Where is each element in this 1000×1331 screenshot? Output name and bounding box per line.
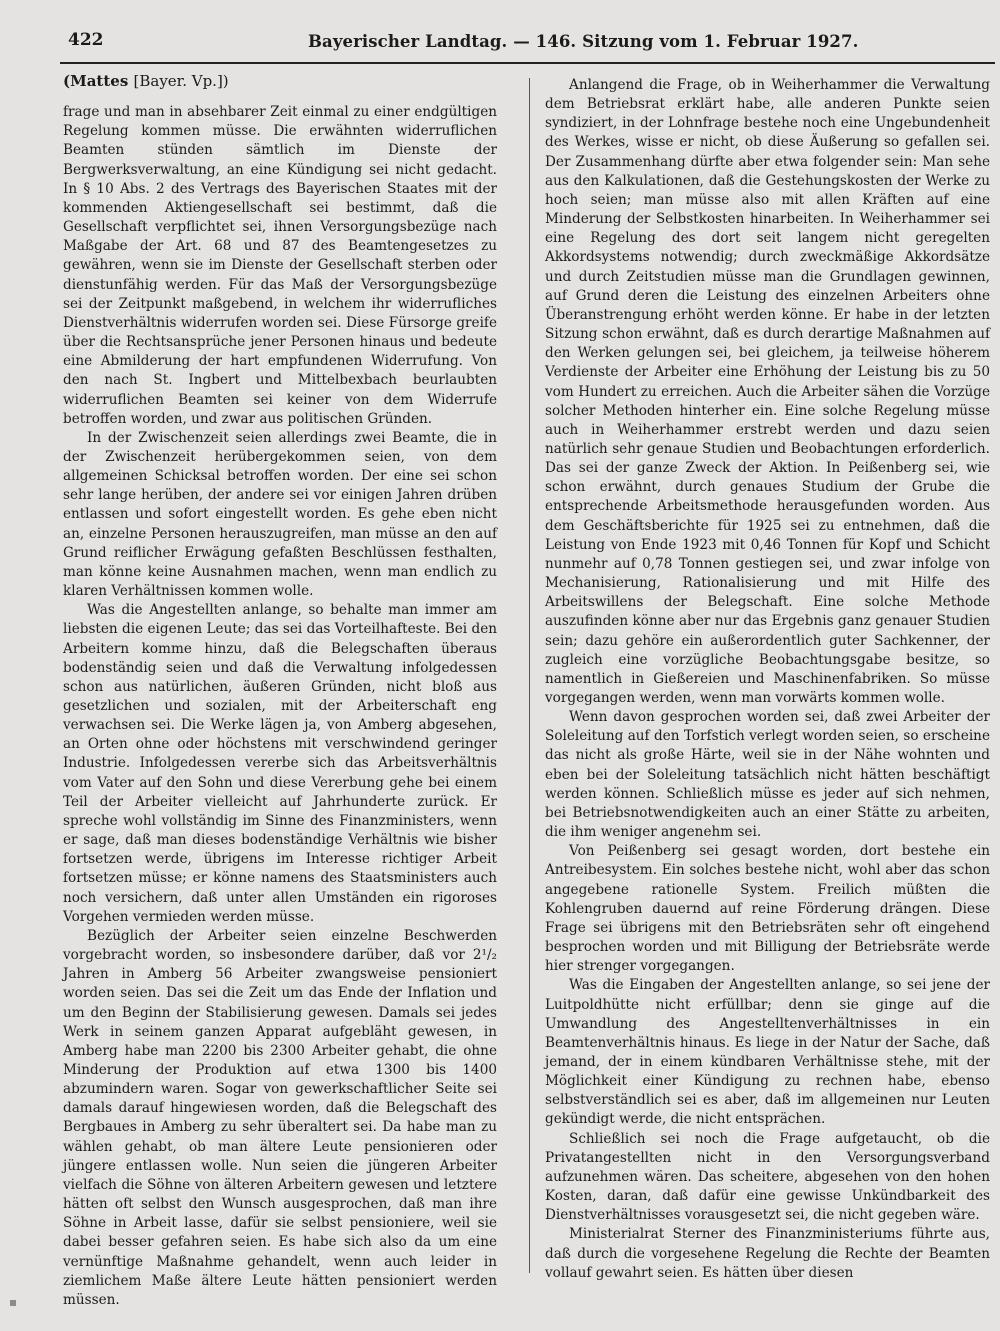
speaker-label: [63, 72, 497, 91]
speaker-party: [Bayer. Vp.]): [133, 72, 229, 90]
paragraph: Was die Eingaben der Angestellten anlange, so sei jene der Luitpoldhütte nicht erfüllbar; denn sie ginge auf die Umwandlung des Angestelltenverhältnisses in ein Beamtenverhältnis hinaus. Es liege in der Natur der Sache, daß jemand, der in einem kündbaren Verhältnisse stehe, mit der Möglichkeit einer Kündigung zu rechnen habe, ebenso selbstverständlich sei es aber, daß im allgemeinen nur Leuten gekündigt werde, die nicht entsprächen.: [545, 977, 990, 1128]
speaker-name: (Mattes: [63, 72, 129, 90]
paragraph: frage und man in absehbarer Zeit einmal zu einer endgültigen Regelung kommen müsse. Die erwähnten widerruflichen Beamten stünden sämtlich im Dienste der Bergwerksverwaltung, an eine Kündigung sei nicht gedacht. In § 10 Abs. 2 des Vertrags des Bayerischen Staates mit der kommenden Aktiengesellschaft sei bestimmt, daß die Gesellschaft verpflichtet sei, ihnen Versorgungsbezüge nach Maßgabe der Art. 68 und 87 des Beamtengesetzes zu gewähren, wenn sie im Dienste der Gesellschaft sterben oder dienstunfähig werden. Für das Maß der Versorgungsbezüge sei der Zeitpunkt maßgebend, in welchem ihr widerrufliches Dienstverhältnis widerrufen worden sei. Diese Fürsorge greife über die Rechtsansprüche jener Personen hinaus und bedeute eine Abmilderung der hart empfundenen Widerrufung. Von den nach St. Ingbert und Mittelbexbach beurlaubten widerruflichen Beamten sei keiner von dem Widerrufe betroffen worden, und zwar aus politischen Gründen.: [63, 104, 497, 427]
page-header: [60, 30, 995, 64]
paragraph: Ministerialrat Sterner des Finanzministeriums führte aus, daß durch die vorgesehene Regelung die Rechte der Beamten vollauf gewahrt seien. Es hätten über diesen: [545, 1226, 990, 1281]
paragraph: Wenn davon gesprochen worden sei, daß zwei Arbeiter der Soleleitung auf den Torfstich verlegt worden seien, so erscheine das nicht als große Härte, weil sie in der Nähe wohnten und eben bei der Soleleitung tatsächlich nicht hätten beschäftigt werden können. Schließlich müsse es jeder auf sich nehmen, bei Betriebsnotwendigkeiten auch an einer Stätte zu arbeiten, die ihm weniger angenehm sei.: [545, 709, 990, 841]
paragraph: Bezüglich der Arbeiter seien einzelne Beschwerden vorgebracht worden, so insbesondere darüber, daß vor 2¹/₂ Jahren in Amberg 56 Arbeiter zwangsweise pensioniert worden seien. Das sei die Zeit um das Ende der Inflation und um den Beginn der Stabilisierung gewesen. Damals sei jedes Werk in seinem ganzen Apparat aufgebläht gewesen, in Amberg habe man 2200 bis 2300 Arbeiter gehabt, die ohne Minderung der Produktion auf etwa 1300 bis 1400 abzumindern waren. Sogar von gewerkschaftlicher Seite sei damals darauf hingewiesen worden, daß die Belegschaft des Bergbaues in Amberg zu sehr überaltert sei. Da habe man zu wählen gehabt, ob man ältere Leute pensionieren oder jüngere entlassen wolle. Nun seien die jüngeren Arbeiter vielfach die Söhne von älteren Arbeitern gewesen und letztere hätten oft selbst den Wunsch ausgesprochen, daß man ihre Söhne in Arbeit lasse, dafür sie selbst pensioniere, weil sie dabei besser gefahren seien. Es habe sich also da um eine vernünftige Maßnahme gehandelt, wenn auch leider in ziemlichem Maße ältere Leute hätten pensioniert werden müssen.: [63, 927, 497, 1308]
left-column: [63, 62, 497, 1310]
running-title: Bayerischer Landtag. — 146. Sitzung vom 1. Februar 1927.: [308, 32, 859, 51]
page-number: 422: [68, 30, 104, 50]
right-column: [545, 76, 990, 1283]
column-divider: [529, 78, 530, 1273]
paragraph: Schließlich sei noch die Frage aufgetaucht, ob die Privatangestellten nicht in den Versorgungsverband aufzunehmen wären. Das scheitere, abgesehen von den hohen Kosten, daran, daß dafür eine gewisse Unkündbarkeit des Dienstverhältnisses vorausgesetzt sei, die nicht gegeben wäre.: [545, 1130, 990, 1224]
scan-mark: [10, 1300, 16, 1306]
paragraph: In der Zwischenzeit seien allerdings zwei Beamte, die in der Zwischenzeit herübergekommen seien, von dem allgemeinen Schicksal betroffen worden. Der eine sei schon sehr lange herüben, der andere sei vor einigen Jahren drüben entlassen und sofort eingestellt worden. Es gehe eben nicht an, einzelne Personen herauszugreifen, man müsse an den auf Grund reiflicher Erwägung gefaßten Beschlüssen festhalten, man könne keine Ausnahmen machen, wenn man endlich zu klaren Verhältnissen kommen wolle.: [63, 429, 497, 600]
paragraph: Von Peißenberg sei gesagt worden, dort bestehe ein Antreibesystem. Ein solches bestehe nicht, wohl aber das schon angegebene rationelle System. Freilich müßten die Kohlengruben dauernd auf reine Förderung drängen. Diese Frage sei übrigens mit den Betriebsräten sehr oft eingehend besprochen worden und mit Billigung der Betriebsräte werde hier strenger vorgegangen.: [545, 843, 990, 975]
paragraph: Was die Angestellten anlange, so behalte man immer am liebsten die eigenen Leute; das sei das Vorteilhafteste. Bei den Arbeitern komme hinzu, daß die Belegschaften überaus bodenständig seien und daß die Verwaltung infolgedessen schon aus natürlichen, äußeren Gründen, nicht bloß aus gesetzlichen und sozialen, mit der Arbeiterschaft eng verwachsen sei. Die Werke lägen ja, von Amberg abgesehen, an Orten ohne oder höchstens mit verschwindend geringer Industrie. Infolgedessen vererbe sich das Arbeitsverhältnis vom Vater auf den Sohn und diese Vererbung gehe bei einem Teil der Arbeiter vielleicht auf Jahrhunderte zurück. Er spreche wohl vollständig im Sinne des Finanzministers, wenn er sage, daß man dieses bodenständige Verhältnis wie bisher fortsetzen werde, übrigens im Interesse richtiger Arbeit fortsetzen müsse; er könne namens des Staatsministers auch noch versichern, daß unter allen Umständen ein rigoroses Vorgehen vermieden werden müsse.: [63, 602, 497, 925]
paragraph: Anlangend die Frage, ob in Weiherhammer die Verwaltung dem Betriebsrat erklärt habe, alle anderen Punkte seien syndiziert, in der Lohnfrage bestehe noch eine Ungebundenheit des Werkes, wisse er nicht, ob diese Äußerung so gefallen sei. Der Zusammenhang dürfte aber etwa folgender sein: Man sehe aus den Kalkulationen, daß die Gestehungskosten der Werke zu hoch seien; man müsse also mit allen Kräften auf eine Minderung der Selbstkosten hinarbeiten. In Weiherhammer sei eine Regelung des dort seit langem nicht geregelten Akkordsystems notwendig; durch zweckmäßige Akkordsätze und durch Zeitstudien müsse man die Grundlagen gewinnen, auf Grund deren die Leistung des einzelnen Arbeiters ohne Überanstrengung erhöht werden könne. Er habe in der letzten Sitzung schon erwähnt, daß es durch derartige Maßnahmen auf den Werken gelungen sei, bei gleichem, ja teilweise höherem Verdienste der Arbeiter eine Erhöhung der Leistung bis zu 50 vom Hundert zu erreichen. Auch die Arbeiter sähen die Vorzüge solcher Methoden hinterher ein. Eine solche Regelung müsse auch in Weiherhammer erstrebt werden und dazu seien natürlich sehr genaue Studien und Beobachtungen erforderlich. Das sei der ganze Zweck der Aktion. In Peißenberg sei, wie schon erwähnt, durch genaues Studium der Grube die entsprechende Arbeitsmethode herausgefunden worden. Aus dem Geschäftsberichte für 1925 sei zu entnehmen, daß die Leistung von Ende 1923 mit 0,46 Tonnen für Kopf und Schicht nunmehr auf 0,78 Tonnen gestiegen sei, und zwar infolge von Mechanisierung, Rationalisierung und mit Hilfe des Arbeitswillens der Belegschaft. Eine solche Methode auszufinden könne aber nur das Ergebnis ganz genauer Studien sein; dazu gehöre ein außerordentlich guter Sachkenner, der zugleich eine vorzügliche Beobachtungsgabe besitze, so namentlich in Gießereien und Maschinenfabriken. So müsse vorgegangen werden, wenn man vorwärts kommen wolle.: [545, 77, 990, 706]
